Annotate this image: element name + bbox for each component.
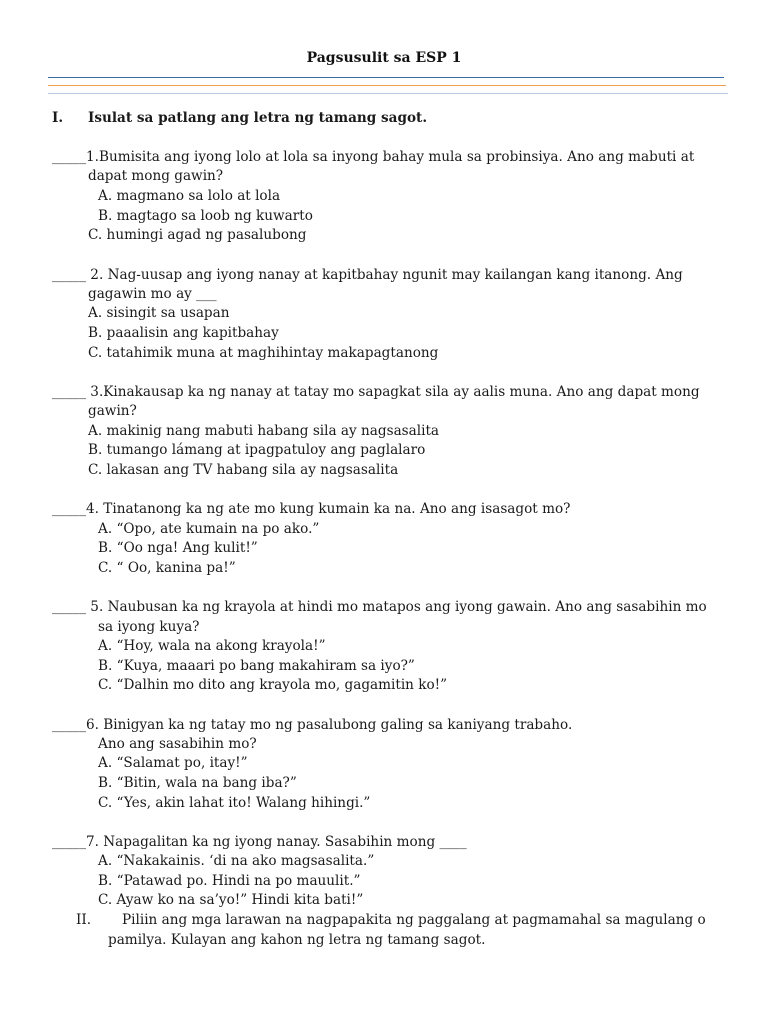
question-1-stem-cont: dapat mong gawin?	[88, 168, 224, 184]
header-rule-blue	[48, 77, 724, 78]
question-2-choice-b: B. paaalisin ang kapitbahay	[88, 325, 279, 341]
question-3-choice-c: C. lakasan ang TV habang sila ay nagsasalita	[88, 462, 399, 478]
question-5-stem: _____ 5. Naubusan ka ng krayola at hindi mo matapos ang iyong gawain. Ano ang sasabihin mo	[52, 599, 707, 615]
question-7-choice-b: B. “Patawad po. Hindi na po mauulit.”	[98, 873, 361, 889]
question-7-stem: _____7. Napagalitan ka ng iyong nanay. Sasabihin mong ____	[52, 834, 467, 850]
section-2-instruction-cont: pamilya. Kulayan ang kahon ng letra ng tamang sagot.	[108, 932, 486, 948]
question-6-choice-c: C. “Yes, akin lahat ito! Walang hihingi.”	[98, 795, 371, 811]
question-2-stem-cont: gagawin mo ay ___	[88, 286, 217, 302]
header-rule-orange	[48, 85, 726, 86]
question-4-choice-c: C. “ Oo, kanina pa!”	[98, 560, 236, 576]
question-3-stem: _____ 3.Kinakausap ka ng nanay at tatay mo sapagkat sila ay aalis muna. Ano ang dapat mong	[52, 384, 700, 400]
question-5-choice-b: B. “Kuya, maaari po bang makahiram sa iyo?”	[98, 658, 415, 674]
question-1-choice-b: B. magtago sa loob ng kuwarto	[98, 208, 313, 224]
question-1-choice-c: C. humingi agad ng pasalubong	[88, 227, 307, 243]
page-title: Pagsusulit sa ESP 1	[306, 50, 462, 66]
section-1-instruction: Isulat sa patlang ang letra ng tamang sagot.	[88, 110, 428, 126]
question-4-choice-a: A. “Opo, ate kumain na po ako.”	[98, 521, 320, 537]
question-7-choice-a: A. “Nakakainis. ‘di na ako magsasalita.”	[98, 853, 375, 869]
question-6-stem: _____6. Binigyan ka ng tatay mo ng pasalubong galing sa kaniyang trabaho.	[52, 717, 573, 733]
question-5-choice-c: C. “Dalhin mo dito ang krayola mo, gagamitin ko!”	[98, 677, 448, 693]
question-4-stem: _____4. Tinatanong ka ng ate mo kung kumain ka na. Ano ang isasagot mo?	[52, 501, 571, 517]
question-6-choice-a: A. “Salamat po, itay!”	[98, 755, 248, 771]
question-1-choice-a: A. magmano sa lolo at lola	[98, 188, 281, 204]
section-2-numeral: II.	[76, 912, 92, 928]
question-3-choice-b: B. tumango lámang at ipagpatuloy ang paglalaro	[88, 442, 426, 458]
question-2-stem: _____ 2. Nag-uusap ang iyong nanay at kapitbahay ngunit may kailangan kang itanong. Ang	[52, 267, 683, 283]
question-4-choice-b: B. “Oo nga! Ang kulit!”	[98, 540, 258, 556]
question-5-choice-a: A. “Hoy, wala na akong krayola!”	[98, 638, 326, 654]
section-1-numeral: I.	[52, 110, 64, 126]
section-2-instruction: Piliin ang mga larawan na nagpapakita ng paggalang at pagmamahal sa magulang o	[122, 912, 706, 928]
question-1-stem: _____1.Bumisita ang iyong lolo at lola sa inyong bahay mula sa probinsiya. Ano ang mabuti at	[52, 149, 695, 165]
question-3-choice-a: A. makinig nang mabuti habang sila ay nagsasalita	[88, 423, 440, 439]
question-5-stem-cont: sa iyong kuya?	[98, 619, 200, 635]
question-6-choice-b: B. “Bitin, wala na bang iba?”	[98, 775, 297, 791]
question-6-stem-cont: Ano ang sasabihin mo?	[98, 736, 257, 752]
question-2-choice-a: A. sisingit sa usapan	[88, 305, 230, 321]
question-2-choice-c: C. tatahimik muna at maghihintay makapagtanong	[88, 345, 439, 361]
question-7-choice-c: C. Ayaw ko na sa’yo!” Hindi kita bati!”	[98, 892, 364, 908]
question-3-stem-cont: gawin?	[88, 403, 137, 419]
header-rule-light-blue	[48, 93, 728, 94]
